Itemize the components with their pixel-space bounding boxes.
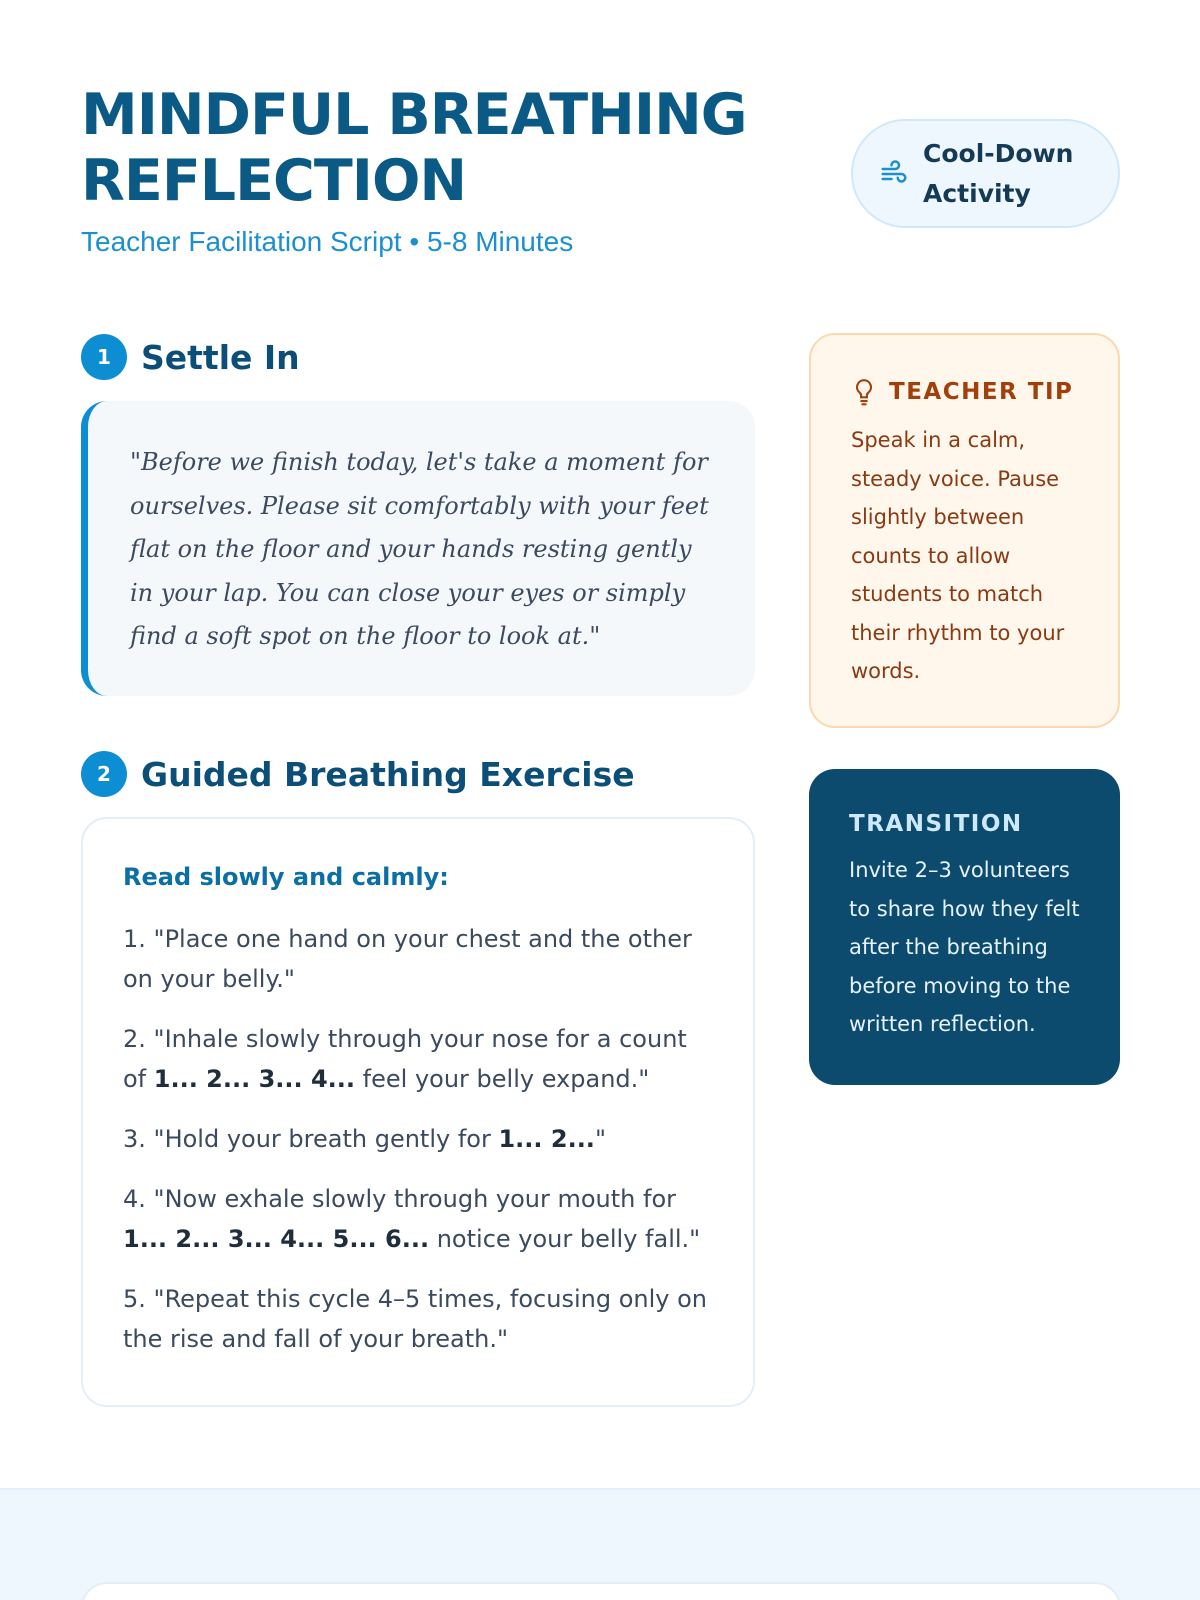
settle-in-quote — [81, 401, 755, 696]
section-number: 1 — [81, 334, 127, 380]
quote-text: "Before we finish today, let's take a moment for ourselves. Please sit comfortably with your feet flat on the floor and your hands resting gently in your lap. You can close your eyes or simply find a soft spot on the floor to look at." — [130, 448, 709, 650]
section-settle-in — [81, 334, 300, 380]
breathing-step: 1. "Place one hand on your chest and the other on your belly." — [123, 925, 692, 993]
transition-card — [809, 769, 1120, 1085]
teacher-tip-card — [809, 333, 1120, 728]
section-breathing — [81, 751, 635, 797]
teacher-tip-heading: TEACHER TIP — [889, 379, 1074, 405]
page-header — [81, 82, 781, 258]
section-number: 2 — [81, 751, 127, 797]
steps-lead: Read slowly and calmly: — [123, 863, 449, 891]
section-title: Settle In — [141, 337, 300, 377]
page-title — [81, 82, 781, 214]
lightbulb-icon — [851, 377, 877, 407]
transition-text: Invite 2–3 volunteers to share how they felt after the breathing before moving to the written reflection. — [849, 858, 1080, 1036]
title-line-2: REFLECTION — [81, 148, 467, 214]
footer-card — [81, 1582, 1121, 1600]
teacher-tip-header — [851, 377, 1078, 407]
teacher-tip-text: Speak in a calm, steady voice. Pause slightly between counts to allow students to match their rhythm to your words. — [851, 428, 1065, 683]
activity-badge — [851, 119, 1120, 228]
breathing-step: 2. "Inhale slowly through your nose for a count of 1... 2... 3... 4... feel your belly expand." — [123, 1025, 687, 1093]
transition-heading: TRANSITION — [849, 811, 1023, 837]
section-title: Guided Breathing Exercise — [141, 754, 635, 794]
breathing-step: 3. "Hold your breath gently for 1... 2..." — [123, 1125, 606, 1153]
breathing-step: 5. "Repeat this cycle 4–5 times, focusing only on the rise and fall of your breath." — [123, 1285, 707, 1353]
page-subtitle: Teacher Facilitation Script • 5-8 Minutes — [81, 226, 574, 257]
breathing-steps-card — [81, 817, 755, 1407]
title-line-1: MINDFUL BREATHING — [81, 82, 747, 148]
badge-label: Cool-Down Activity — [923, 138, 1074, 208]
breathing-step: 4. "Now exhale slowly through your mouth for 1... 2... 3... 4... 5... 6... notice your belly fall." — [123, 1185, 701, 1253]
wind-icon — [879, 159, 909, 189]
